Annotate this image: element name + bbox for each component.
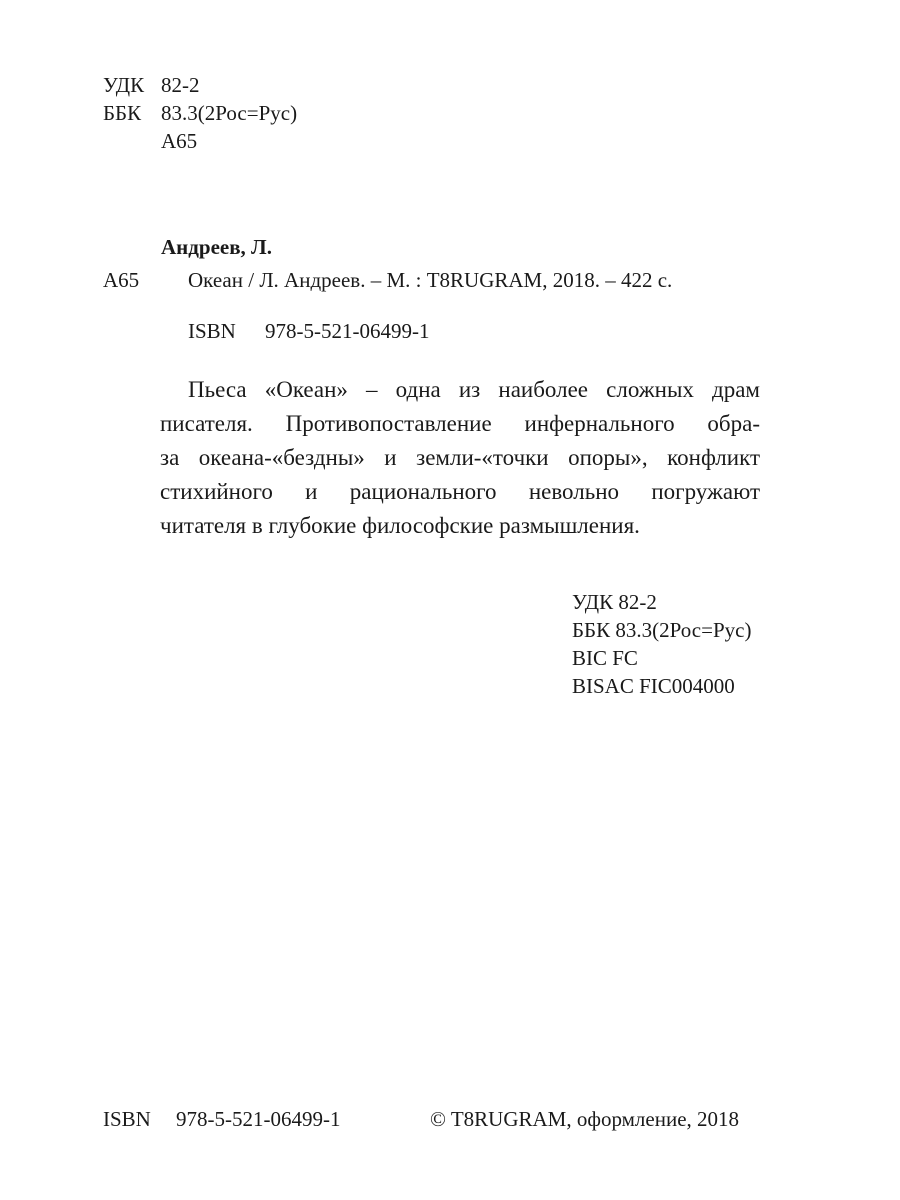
bbk-label: ББК <box>103 101 142 125</box>
footer-isbn-label: ISBN <box>103 1107 151 1131</box>
classification-udk: УДК 82-2 <box>572 590 657 614</box>
udk-label: УДК <box>103 73 145 97</box>
footer-isbn-value: 978-5-521-06499-1 <box>176 1107 341 1131</box>
record-author-mark: А65 <box>103 268 140 292</box>
classification-bic: BIC FC <box>572 646 638 670</box>
annotation-line: Пьеса «Океан» – одна из наиболее сложных драм <box>188 377 760 402</box>
author-mark-top: А65 <box>161 129 198 153</box>
footer-isbn <box>103 1106 340 1132</box>
bbk-value: 83.3(2Рос=Рус) <box>161 101 298 125</box>
annotation <box>160 373 760 543</box>
record-isbn <box>188 318 429 344</box>
footer-copyright: © T8RUGRAM, оформление, 2018 <box>430 1107 740 1131</box>
classification-bbk: ББК 83.3(2Рос=Рус) <box>572 618 752 642</box>
record-title-line: Океан / Л. Андреев. – М. : T8RUGRAM, 2018. – 422 с. <box>188 268 673 292</box>
annotation-line: стихийного и рационального невольно погружают <box>160 479 760 504</box>
bbk-line <box>103 100 297 126</box>
classification-block <box>572 588 751 700</box>
author-name: Андреев, Л. <box>161 235 272 259</box>
udk-line <box>103 72 200 98</box>
annotation-line: за океана-«бездны» и земли-«точки опоры», конфликт <box>160 445 760 470</box>
annotation-line: читателя в глубокие философские размышления. <box>160 513 640 538</box>
annotation-line: писателя. Противопоставление инфернального обра- <box>160 411 760 436</box>
udk-value: 82-2 <box>161 73 200 97</box>
classification-bisac: BISAC FIC004000 <box>572 674 735 698</box>
record-isbn-label: ISBN <box>188 319 236 343</box>
record-isbn-value: 978-5-521-06499-1 <box>265 319 430 343</box>
